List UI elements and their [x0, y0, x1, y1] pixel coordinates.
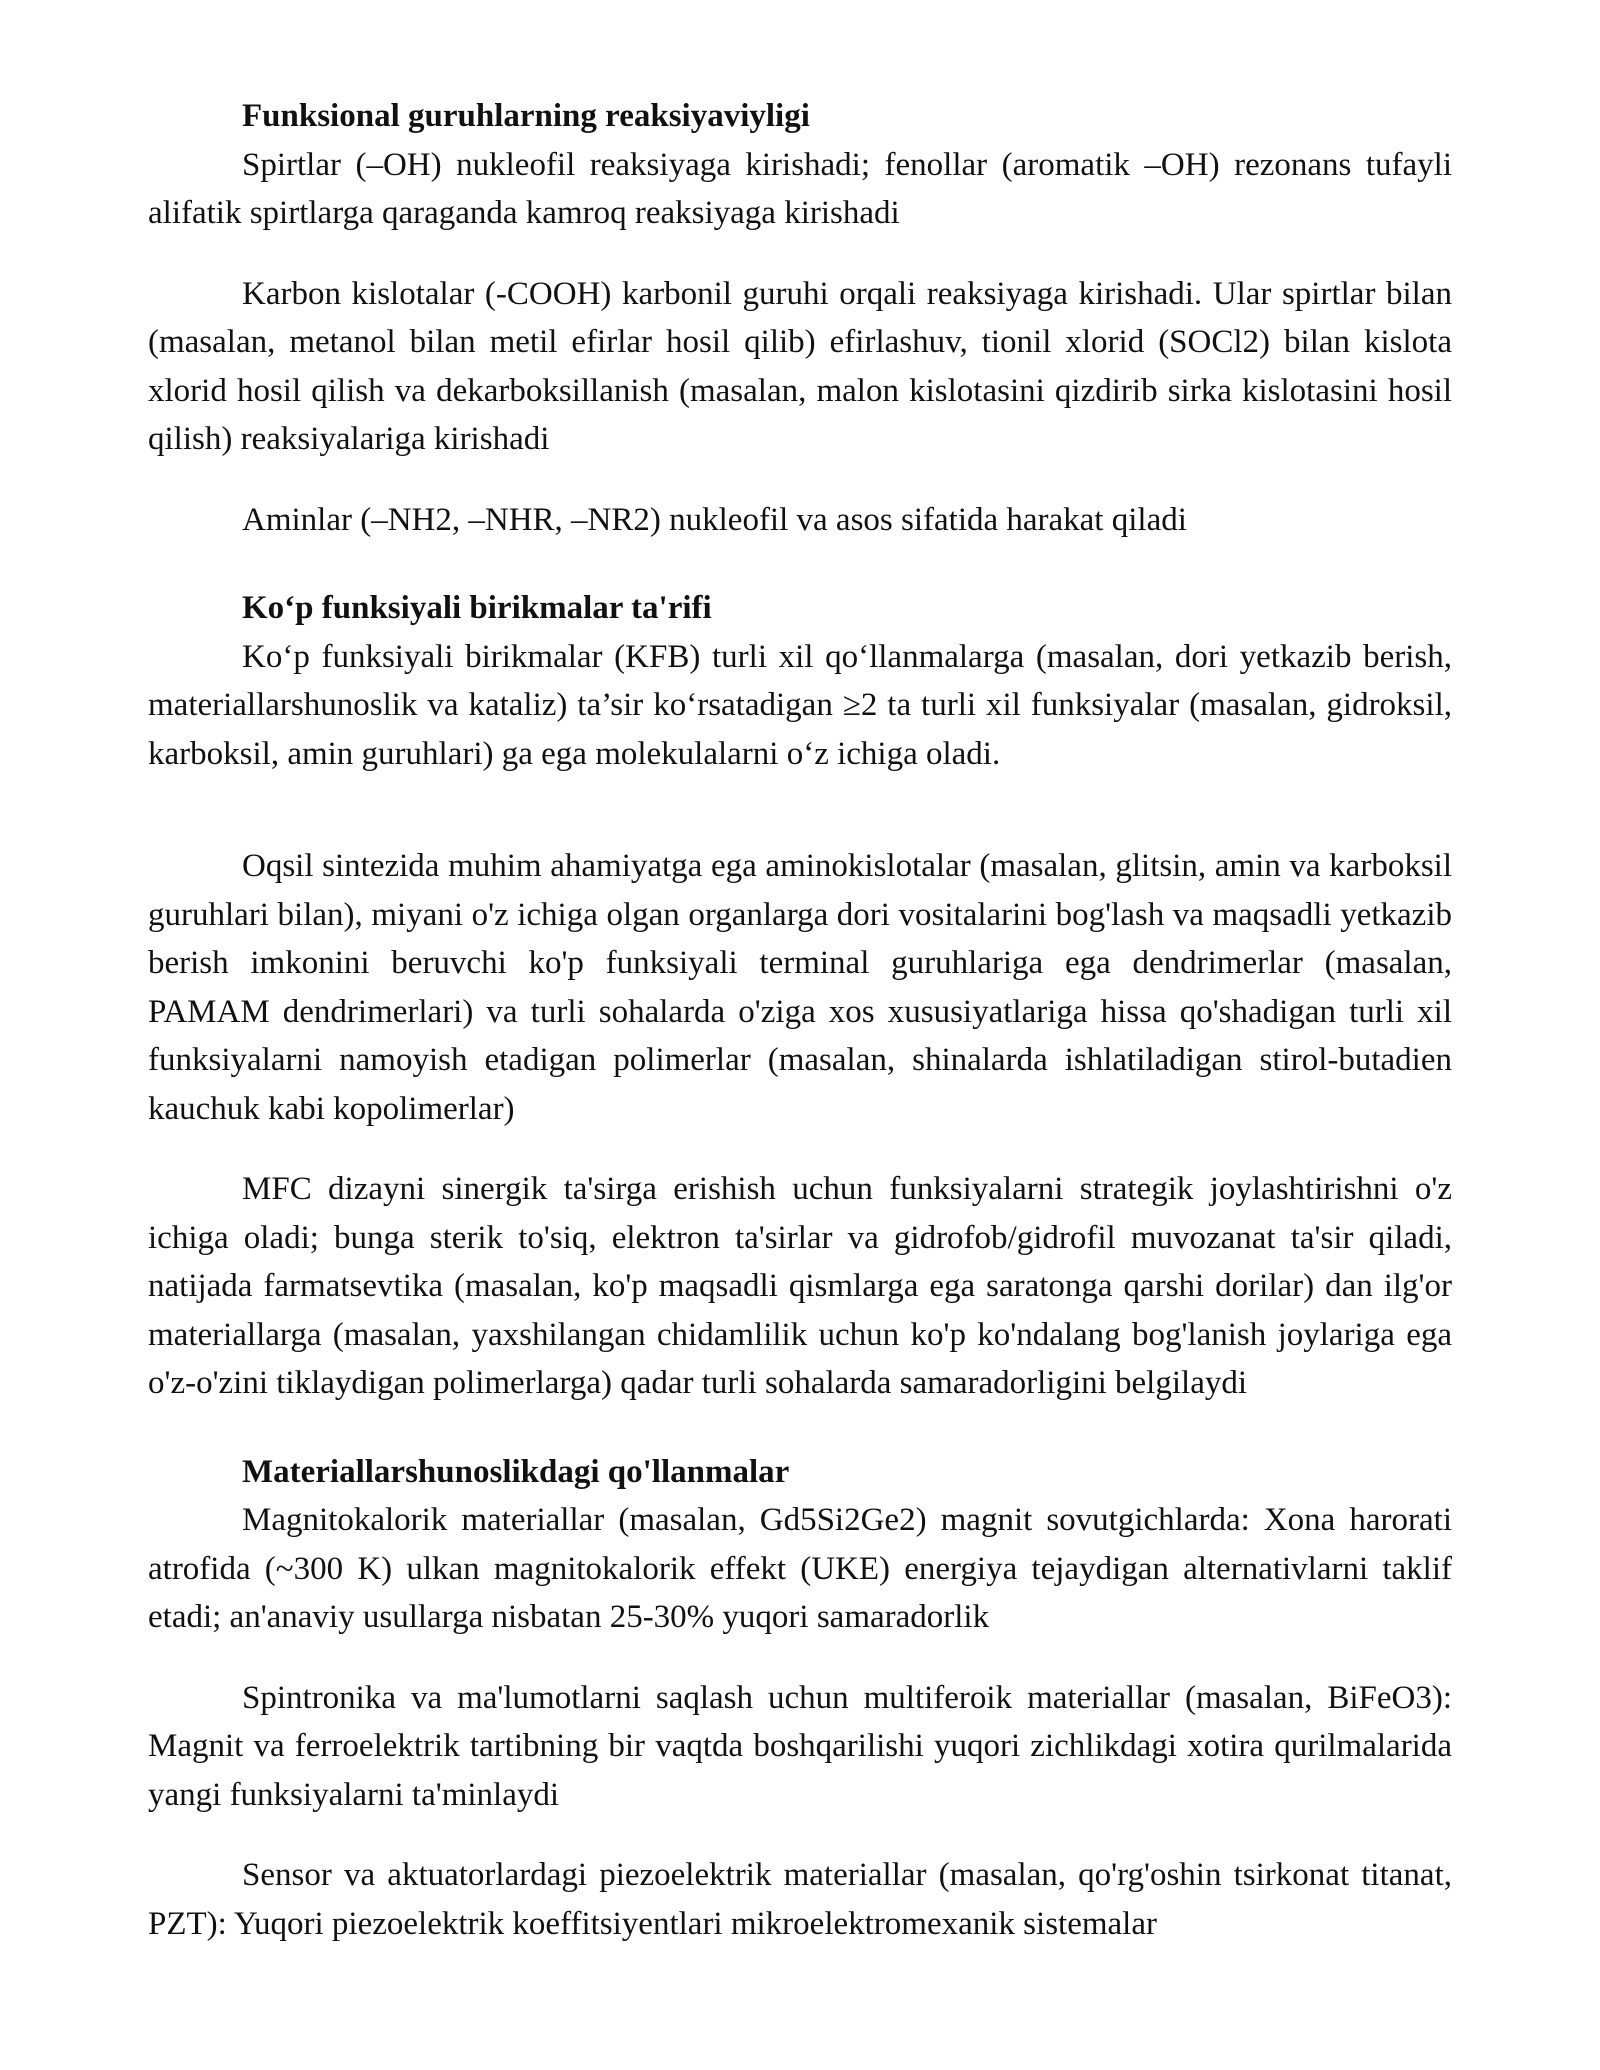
paragraph-amines: Aminlar (–NH2, –NHR, –NR2) nukleofil va asos sifatida harakat qiladi — [242, 501, 1187, 538]
spacer — [148, 1133, 1452, 1165]
paragraph-kfb-definition: Ko‘p funksiyali birikmalar (KFB) turli xil qo‘llanmalarga (masalan, dori yetkazib berish, materiallarshunoslik va kataliz) ta’sir ko‘rsatadigan ≥2 ta turli xil funksiyalar (masalan, gidroksil, karboksil, amin guruhlari) ga ega molekulalarni o‘z ichiga oladi. — [148, 638, 1452, 772]
spacer — [148, 464, 1452, 496]
spacer — [148, 544, 1452, 584]
spacer — [148, 1642, 1452, 1674]
section-heading-reactivity: Funksional guruhlarning reaksiyaviyligi — [242, 98, 810, 134]
document-page — [148, 92, 1452, 1948]
paragraph-carboxylic-acids: Karbon kislotalar (-COOH) karbonil guruhi orqali reaksiyaga kirishadi. Ular spirtlar bilan (masalan, metanol bilan metil efirlar hosil qilib) efirlashuv, tionil xlorid (SOCl2) bilan kislota xlorid hosil qilish va dekarboksillanish (masalan, malon kislotasini qizdirib sirka kislotasini hosil qilish) reaksiyalariga kirishadi — [148, 275, 1452, 457]
paragraph-alcohols: Spirtlar (–OH) nukleofil reaksiyaga kirishadi; fenollar (aromatik –OH) rezonans tufayli alifatik spirtlarga qaraganda kamroq reaksiyaga kirishadi — [148, 146, 1452, 231]
spacer — [148, 778, 1452, 842]
paragraph-magnetocaloric: Magnitokalorik materiallar (masalan, Gd5Si2Ge2) magnit sovutgichlarda: Xona harorati atrofida (~300 K) ulkan magnitokalorik effekt (UKE) energiya tejaydigan alternativlarni taklif etadi; an'anaviy usullarga nisbatan 25-30% yuqori samaradorlik — [148, 1502, 1452, 1635]
paragraph-amino-acids: Oqsil sintezida muhim ahamiyatga ega aminokislotalar (masalan, glitsin, amin va karboksil guruhlari bilan), miyani o'z ichiga olgan organlarga dori vositalarini bog'lash va maqsadli yetkazib berish imkonini beruvchi ko'p funksiyali terminal guruhlariga ega dendrimerlar (masalan, PAMAM dendrimerlari) va turli sohalarda o'ziga xos xususiyatlariga hissa qo'shadigan turli xil funksiyalarni namoyish etadigan polimerlar (masalan, shinalarda ishlatiladigan stirol-butadien kauchuk kabi kopolimerlar) — [148, 848, 1452, 1127]
section-heading-multifunctional: Ko‘p funksiyali birikmalar ta'rifi — [242, 590, 712, 626]
paragraph-mfc-design: MFC dizayni sinergik ta'sirga erishish uchun funksiyalarni strategik joylashtirishni o'z ichiga oladi; bunga sterik to'siq, elektron ta'sirlar va gidrofob/gidrofil muvozanat ta'sir qiladi, natijada farmatsevtika (masalan, ko'p maqsadli qismlarga ega saratonga qarshi dorilar) dan ilg'or materiallarga (masalan, yaxshilangan chidamlilik uchun ko'p ko'ndalang bog'lanish joylariga ega o'z-o'zini tiklaydigan polimerlarga) qadar turli sohalarda samaradorligini belgilaydi — [148, 1171, 1452, 1401]
spacer — [148, 1819, 1452, 1851]
paragraph-multiferroic: Spintronika va ma'lumotlarni saqlash uchun multiferoik materiallar (masalan, BiFeO3): Magnit va ferroelektrik tartibning bir vaqtda boshqarilishi yuqori zichlikdagi xotira qurilmalarida yangi funksiyalarni ta'minlaydi — [148, 1679, 1452, 1813]
section-heading-materials: Materiallarshunoslikdagi qo'llanmalar — [242, 1453, 790, 1490]
spacer — [148, 1408, 1452, 1448]
paragraph-piezoelectric: Sensor va aktuatorlardagi piezoelektrik materiallar (masalan, qo'rg'oshin tsirkonat titanat, PZT): Yuqori piezoelektrik koeffitsiyentlari mikroelektromexanik sistemalar — [148, 1857, 1452, 1942]
spacer — [148, 238, 1452, 270]
